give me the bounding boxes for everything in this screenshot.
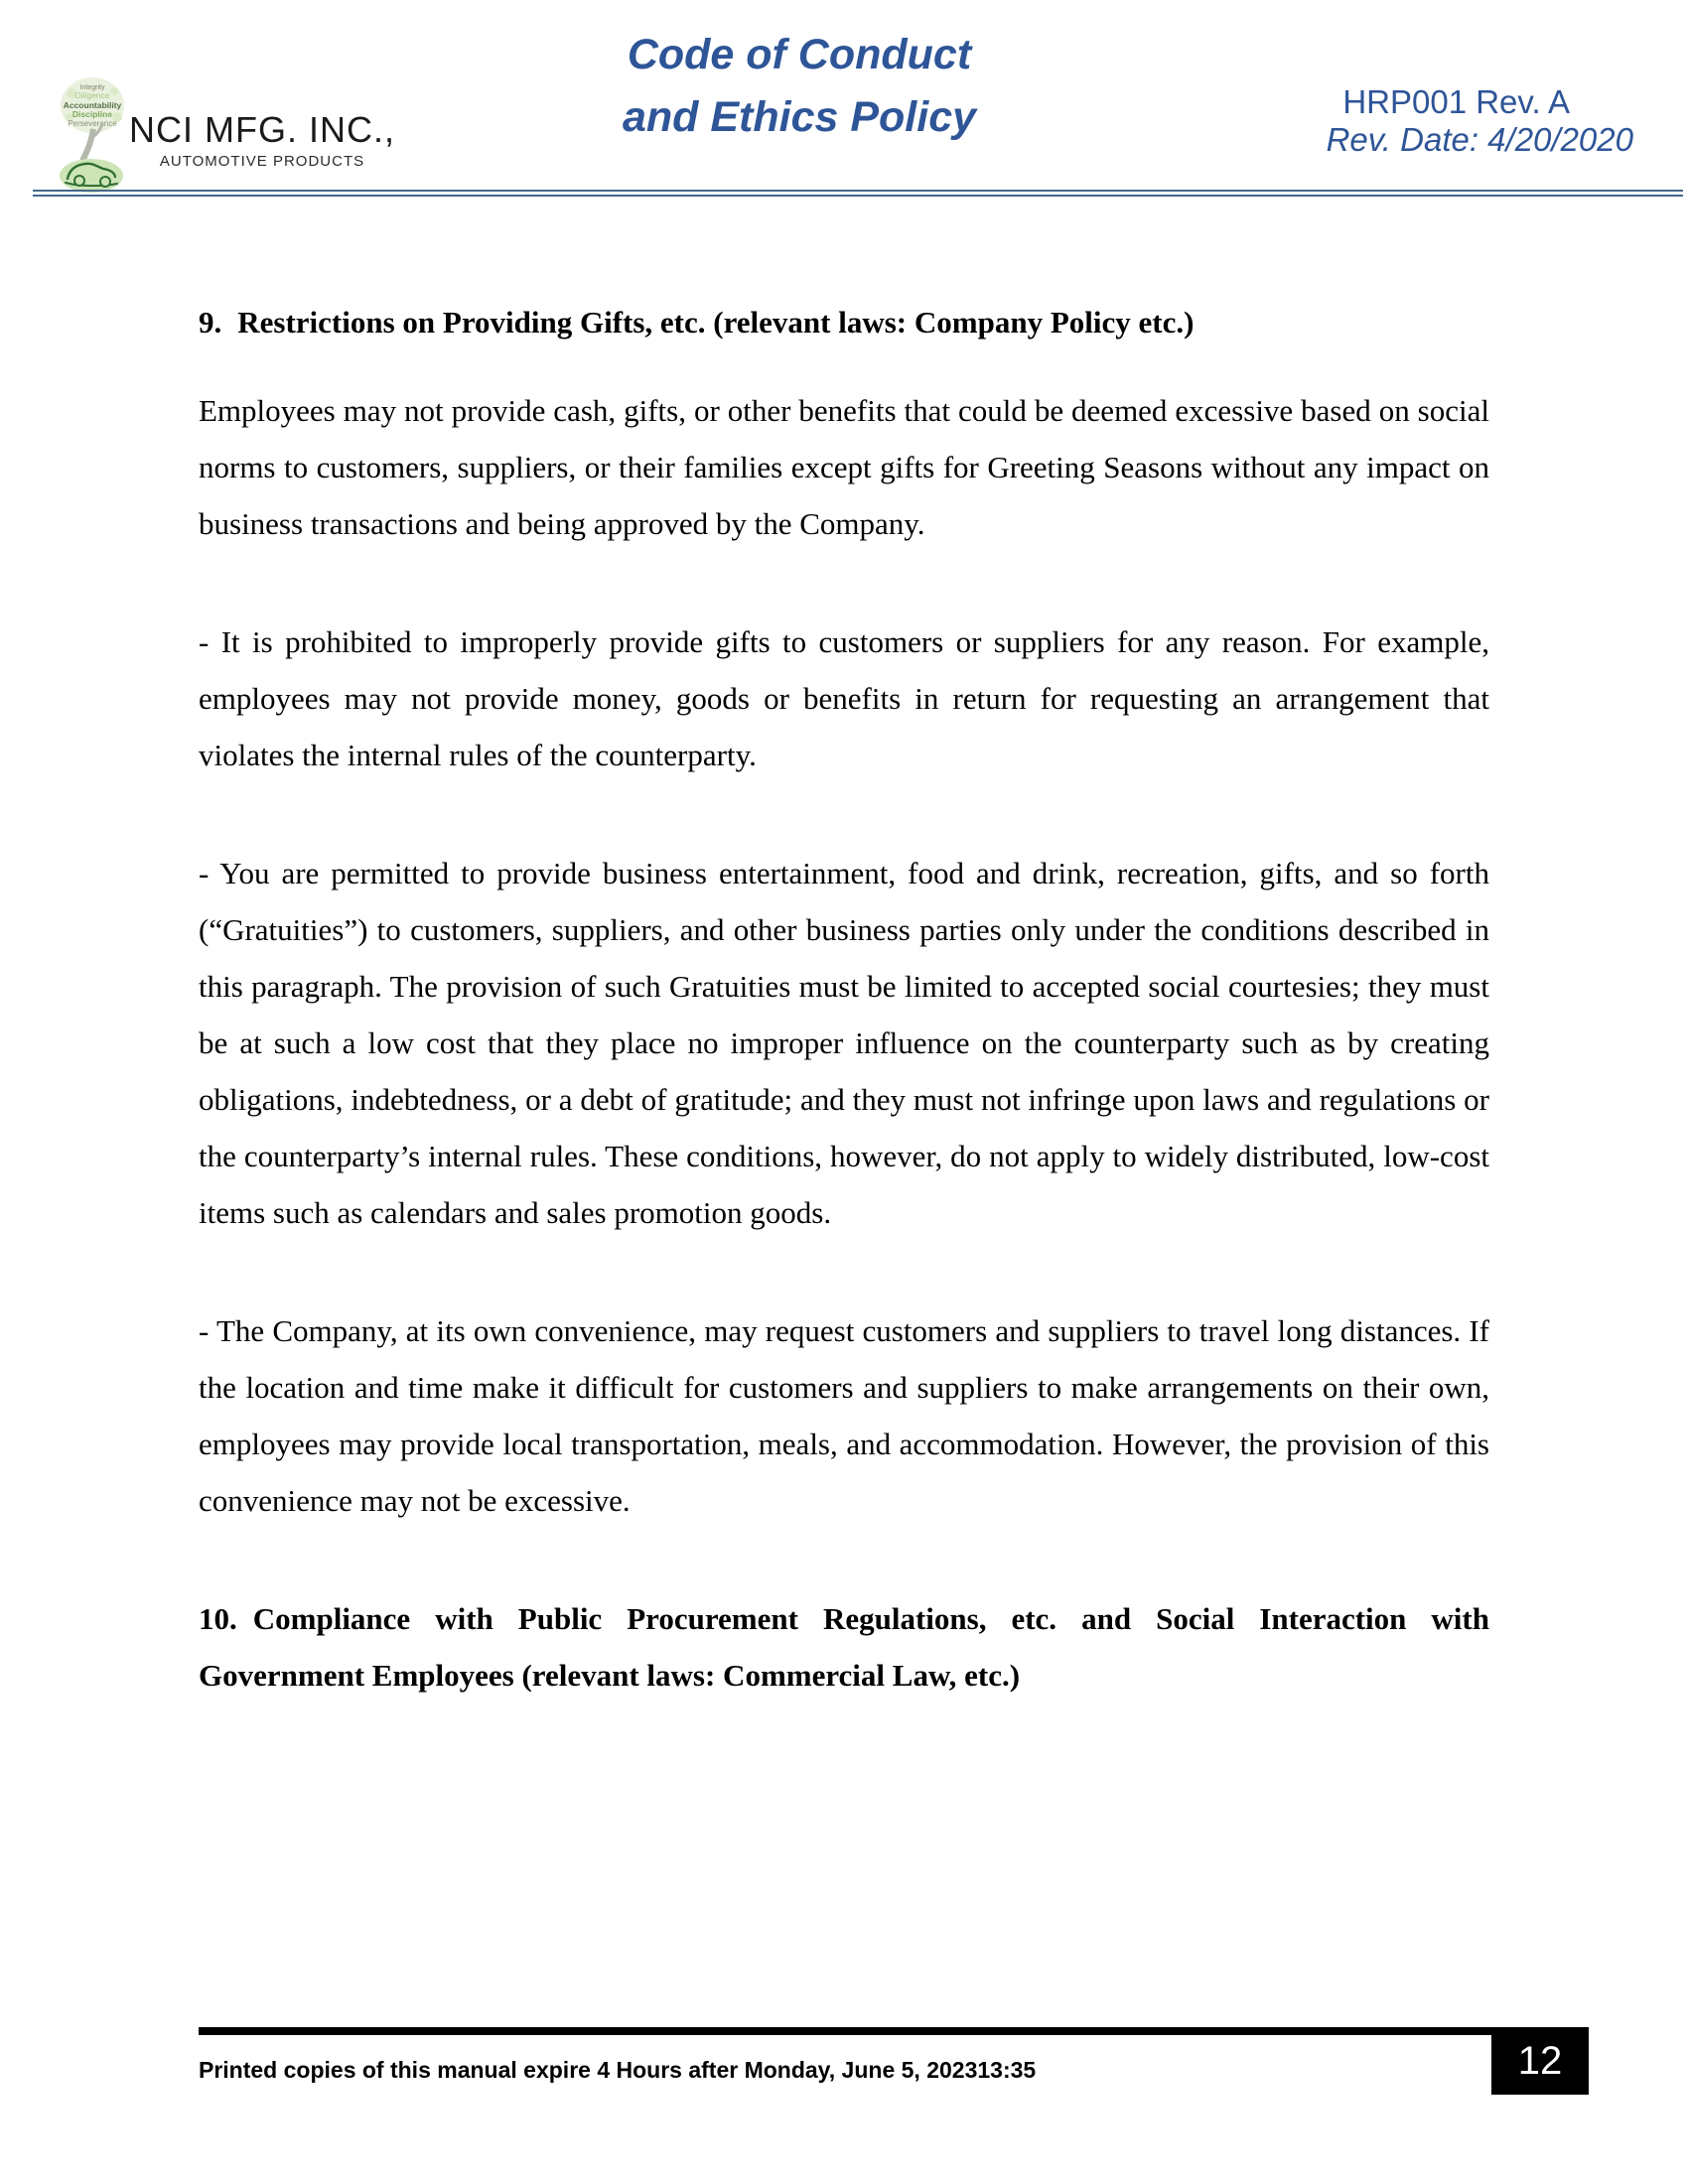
logo-value-discipline: Discipline [71,109,113,119]
logo-value-perseverance: Perseverance [68,119,117,128]
document-title-line2: and Ethics Policy [622,93,977,141]
document-title [541,24,1057,149]
doc-number: HRP001 Rev. A [1342,83,1570,120]
section-10-heading-text: Compliance with Public Procurement Regulations, etc. and Social Interaction with Government Employees (relevant laws: Commercial Law, etc.) [199,1601,1489,1693]
document-meta [1236,83,1633,159]
paragraph-gifts-rule: Employees may not provide cash, gifts, or other benefits that could be deemed excessive based on social norms to customers, suppliers, or their families except gifts for Greeting Seasons without any impact on business transactions and being approved by the Company. [199,393,1489,541]
company-name-block [129,109,395,170]
paragraph-prohibited-gifts: - It is prohibited to improperly provide gifts to customers or suppliers for any reason. For example, employees may not provide money, goods or benefits in return for requesting an arrangement that violates the internal rules of the counterparty. [199,624,1489,772]
header-divider [33,190,1683,197]
footer-rule [199,2027,1491,2035]
logo-value-accountability: Accountability [63,100,122,110]
section-10-heading [199,1590,1489,1704]
footer-expiry-note: Printed copies of this manual expire 4 Hours after Monday, June 5, 202313:35 [199,2057,1037,2083]
logo-value-diligence: Diligence [74,90,110,100]
company-name: NCI MFG. INC., [129,109,395,150]
document-title-line1: Code of Conduct [627,31,972,78]
logo-tree-car-icon [60,77,129,195]
paragraph-travel-convenience: - The Company, at its own convenience, may request customers and suppliers to travel long distances. If the location and time make it difficult for customers and suppliers to make arrangements on their own, employees may provide local transportation, meals, and accommodation. However, the provision of this convenience may not be excessive. [199,1313,1489,1518]
logo-value-integrity: Integrity [79,84,105,91]
section-10-number: 10. [199,1601,237,1636]
company-subtitle: AUTOMOTIVE PRODUCTS [159,153,365,170]
section-9-heading [199,301,1489,344]
section-9-heading-text: Restrictions on Providing Gifts, etc. (relevant laws: Company Policy etc.) [237,305,1195,340]
company-logo [60,77,477,197]
paragraph-gratuities: - You are permitted to provide business entertainment, food and drink, recreation, gifts, and so forth (“Gratuities”) to customers, suppliers, and other business parties only under the conditions described in this paragraph. The provision of such Gratuities must be limited to accepted social courtesies; they must be at such a low cost that they place no improper influence on the counterparty such as by creating obligations, indebtedness, or a debt of gratitude; and they must not infringe upon laws and regulations or the counterparty’s internal rules. These conditions, however, do not apply to widely distributed, low-cost items such as calendars and sales promotion goods. [199,856,1489,1230]
document-body [199,301,1489,1704]
section-9-number: 9. [199,305,222,340]
page-number-badge: 12 [1491,2027,1589,2095]
doc-rev-date: Rev. Date: 4/20/2020 [1326,121,1633,158]
